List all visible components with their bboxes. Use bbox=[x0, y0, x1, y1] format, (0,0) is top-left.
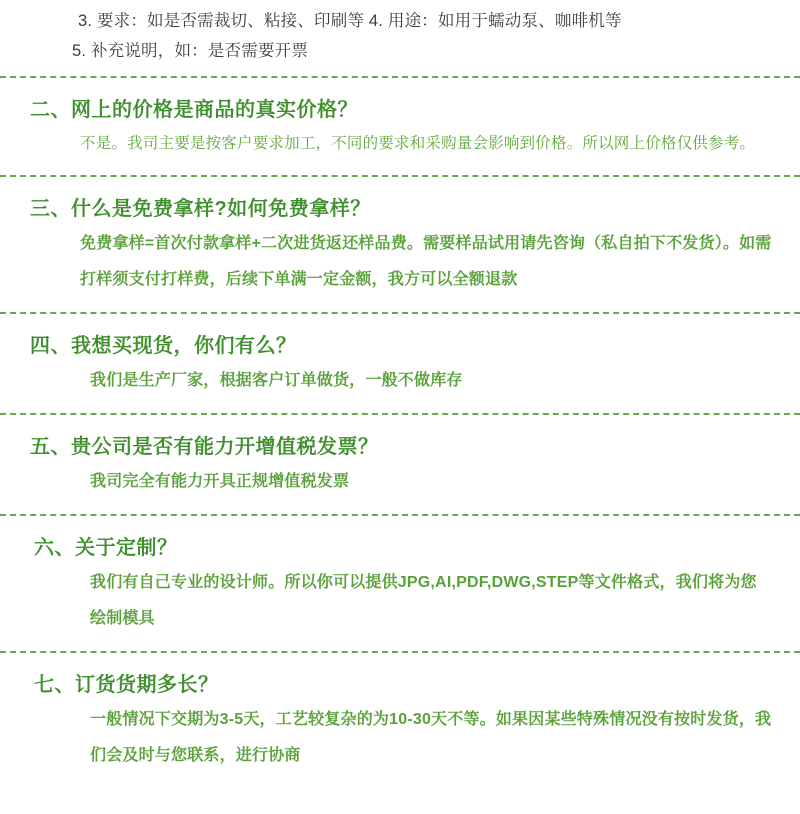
faq-question-7: 七、订货货期多长？ bbox=[34, 674, 219, 696]
faq-item-6 bbox=[0, 516, 800, 651]
faq-question-3: 三、什么是免费拿样?如何免费拿样？ bbox=[30, 198, 371, 220]
faq-answer-5: 我司完全有能力开具正规增值税发票 bbox=[90, 473, 350, 490]
faq-answer-6: 我们有自己专业的设计师。所以你可以提供JPG,AI,PDF,DWG,STEP等文件格式，我们将为您绘制模具 bbox=[90, 574, 757, 627]
faq-item-4 bbox=[0, 314, 800, 413]
faq-question-2: 二、网上的价格是商品的真实价格？ bbox=[30, 99, 358, 121]
continuation-line-2: 5. 补充说明，如：是否需要开票 bbox=[72, 42, 309, 60]
faq-item-7 bbox=[0, 653, 800, 788]
faq-answer-7: 一般情况下交期为3-5天，工艺较复杂的为10-30天不等。如果因某些特殊情况没有按时发货，我们会及时与您联系，进行协商 bbox=[90, 711, 772, 764]
faq-answer-3: 免费拿样=首次付款拿样+二次进货返还样品费。需要样品试用请先咨询（私自拍下不发货）。如需打样须支付打样费，后续下单满一定金额，我方可以全额退款 bbox=[80, 235, 772, 288]
faq-answer-4: 我们是生产厂家，根据客户订单做货，一般不做库存 bbox=[90, 372, 463, 389]
faq-answer-2: 不是。我司主要是按客户要求加工，不同的要求和采购量会影响到价格。所以网上价格仅供参考。 bbox=[80, 135, 756, 152]
faq-item-3 bbox=[0, 177, 800, 312]
faq-item-2 bbox=[0, 78, 800, 175]
faq-item-5 bbox=[0, 415, 800, 514]
faq-question-6: 六、关于定制？ bbox=[34, 537, 178, 559]
continuation-line-1: 3. 要求：如是否需裁切、粘接、印刷等 4. 用途：如用于蠕动泵、咖啡机等 bbox=[78, 12, 622, 30]
faq-question-5: 五、贵公司是否有能力开增值税发票？ bbox=[30, 436, 379, 458]
faq-question-4: 四、我想买现货，你们有么？ bbox=[30, 335, 297, 357]
top-continuation-block bbox=[0, 0, 800, 76]
